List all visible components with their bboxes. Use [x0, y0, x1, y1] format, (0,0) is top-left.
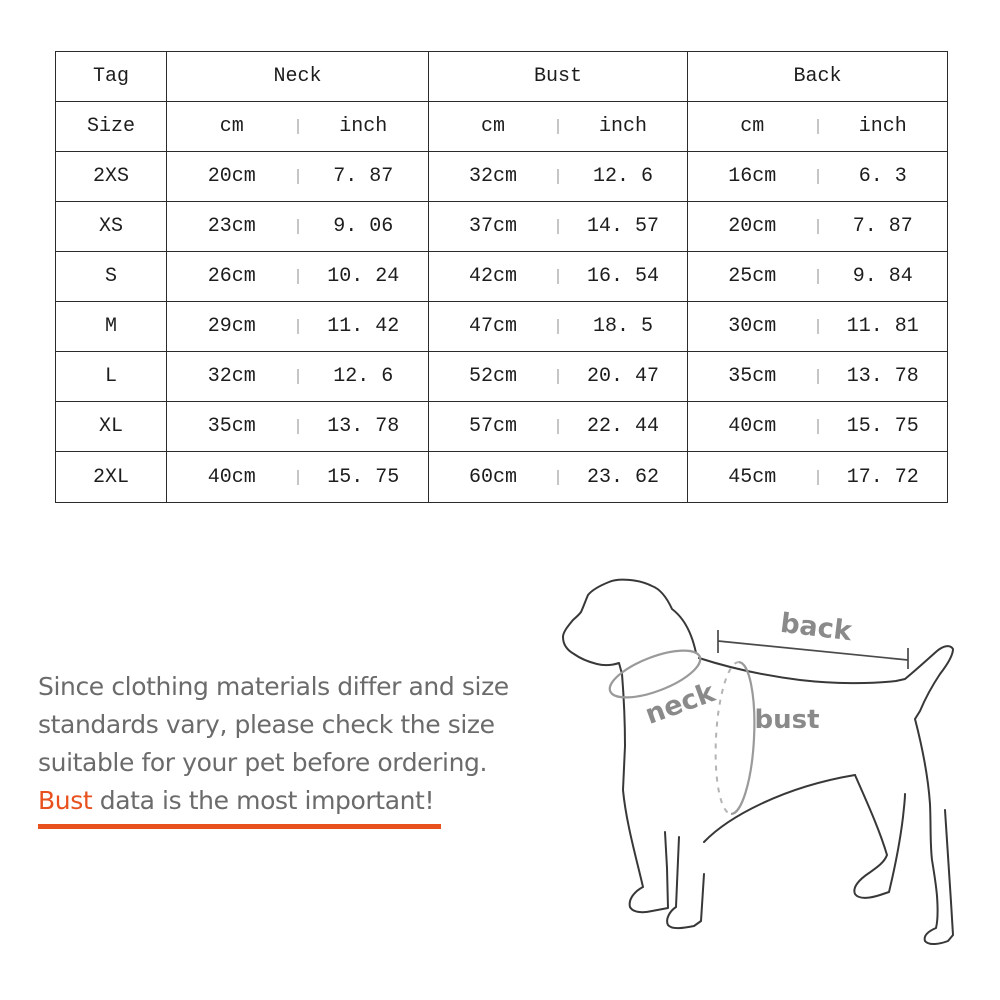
corner-cell-tag: Tag: [56, 52, 167, 102]
table-subheader-row: [56, 102, 947, 152]
size-tag-cell: 2XL: [56, 452, 167, 502]
size-tag-cell: M: [56, 302, 167, 352]
cm-value: 45cm: [728, 465, 777, 489]
dog-belly-line: [704, 775, 855, 842]
bust-girth-ellipse-back: [712, 661, 739, 814]
column-header-back: Back: [688, 52, 947, 102]
bust-girth-ellipse-front: [731, 662, 758, 815]
cm-value: 47cm: [468, 315, 517, 338]
corner-cell-size: Size: [56, 102, 167, 152]
inch-value: 6. 3: [858, 165, 907, 188]
note-line-1: Since clothing materials differ and size: [38, 672, 509, 701]
inch-value: 15. 75: [327, 465, 400, 489]
back-measure-cell: [688, 352, 947, 402]
inch-value: 14. 57: [586, 215, 659, 238]
inch-value: 20. 47: [586, 365, 659, 388]
inch-value: 11. 42: [327, 315, 400, 338]
neck-measure-cell: [167, 252, 429, 302]
cm-value: 16cm: [728, 165, 777, 188]
cm-value: 32cm: [207, 365, 256, 388]
table-row: [56, 452, 947, 502]
cm-value: 23cm: [207, 215, 256, 238]
column-header-neck: Neck: [167, 52, 429, 102]
cm-value: 52cm: [468, 365, 517, 388]
neck-measure-cell: [167, 152, 429, 202]
cm-value: 20cm: [728, 215, 777, 238]
table-body: [56, 152, 947, 502]
inch-value: 12. 6: [592, 165, 653, 188]
inch-value: 17. 72: [846, 465, 919, 489]
cm-value: 60cm: [468, 465, 517, 489]
unit-cm-label: cm: [480, 115, 505, 138]
note-line-3: suitable for your pet before ordering.: [38, 748, 488, 777]
cm-value: 26cm: [207, 265, 256, 288]
inch-value: 23. 62: [586, 465, 659, 489]
bust-measure-cell: [429, 452, 688, 502]
unit-cm-label: cm: [219, 115, 244, 138]
cm-value: 35cm: [728, 365, 777, 388]
neck-measure-cell: [167, 352, 429, 402]
cm-value: 20cm: [207, 165, 256, 188]
table-row: [56, 252, 947, 302]
back-measure-cell: [688, 452, 947, 502]
back-measure-cell: [688, 302, 947, 352]
inch-value: 13. 78: [327, 415, 400, 438]
cm-value: 40cm: [728, 415, 777, 438]
back-measure-line: [718, 641, 908, 660]
note-line-4-rest: data is the most important!: [92, 786, 435, 815]
back-measure-cell: [688, 402, 947, 452]
unit-cm-label: cm: [740, 115, 765, 138]
bust-measure-cell: [429, 352, 688, 402]
cm-value: 25cm: [728, 265, 777, 288]
table-header-row: [56, 52, 947, 102]
unit-inch-label: inch: [598, 115, 647, 138]
table-row: [56, 302, 947, 352]
unit-inch-label: inch: [858, 115, 907, 138]
inch-value: 10. 24: [327, 265, 400, 288]
unit-header-bust: [429, 102, 688, 152]
accent-underline: [38, 824, 441, 829]
unit-inch-label: inch: [339, 115, 388, 138]
size-tag-cell: 2XS: [56, 152, 167, 202]
cm-value: 40cm: [207, 465, 256, 489]
bust-measure-cell: [429, 302, 688, 352]
inch-value: 7. 87: [333, 165, 394, 188]
cm-value: 32cm: [468, 165, 517, 188]
bust-measure-cell: [429, 152, 688, 202]
note-line-4: [38, 782, 568, 820]
column-header-bust: Bust: [429, 52, 688, 102]
back-measure-cell: [688, 202, 947, 252]
size-table: [55, 51, 948, 503]
bust-measure-cell: [429, 402, 688, 452]
dog-far-front-leg: [667, 837, 704, 928]
cm-value: 35cm: [207, 415, 256, 438]
inch-value: 9. 06: [333, 215, 394, 238]
table-row: [56, 152, 947, 202]
neck-measure-cell: [167, 402, 429, 452]
inch-value: 12. 6: [333, 365, 394, 388]
inch-value: 7. 87: [852, 215, 913, 238]
dog-sketch-svg: [548, 572, 1000, 970]
table-row: [56, 402, 947, 452]
cm-value: 29cm: [207, 315, 256, 338]
unit-header-neck: [167, 102, 429, 152]
back-label: back: [778, 607, 854, 648]
cm-value: 30cm: [728, 315, 777, 338]
bust-label: bust: [754, 705, 820, 735]
dog-head-and-front-leg-outline: [563, 580, 696, 913]
bust-highlight: Bust: [38, 786, 93, 815]
unit-header-back: [688, 102, 947, 152]
neck-measure-cell: [167, 452, 429, 502]
inch-value: 15. 75: [846, 415, 919, 438]
inch-value: 11. 81: [846, 315, 919, 338]
table-row: [56, 202, 947, 252]
neck-measure-cell: [167, 302, 429, 352]
bust-measure-cell: [429, 252, 688, 302]
bust-measure-cell: [429, 202, 688, 252]
cm-value: 57cm: [468, 415, 517, 438]
neck-measure-cell: [167, 202, 429, 252]
size-tag-cell: S: [56, 252, 167, 302]
inch-value: 18. 5: [592, 315, 653, 338]
inch-value: 9. 84: [852, 265, 913, 288]
inch-value: 22. 44: [586, 415, 659, 438]
size-note: [38, 668, 568, 820]
back-measure-cell: [688, 152, 947, 202]
table-row: [56, 352, 947, 402]
back-measure-cell: [688, 252, 947, 302]
size-tag-cell: XS: [56, 202, 167, 252]
cm-value: 37cm: [468, 215, 517, 238]
cm-value: 42cm: [468, 265, 517, 288]
neck-label: neck: [641, 677, 719, 731]
size-tag-cell: XL: [56, 402, 167, 452]
inch-value: 13. 78: [846, 365, 919, 388]
inch-value: 16. 54: [586, 265, 659, 288]
dog-near-hind-leg: [854, 775, 905, 898]
size-tag-cell: L: [56, 352, 167, 402]
note-line-2: standards vary, please check the size: [38, 710, 495, 739]
dog-back-tail-far-hind-leg: [699, 646, 953, 944]
dog-measurement-diagram: [548, 572, 1000, 970]
